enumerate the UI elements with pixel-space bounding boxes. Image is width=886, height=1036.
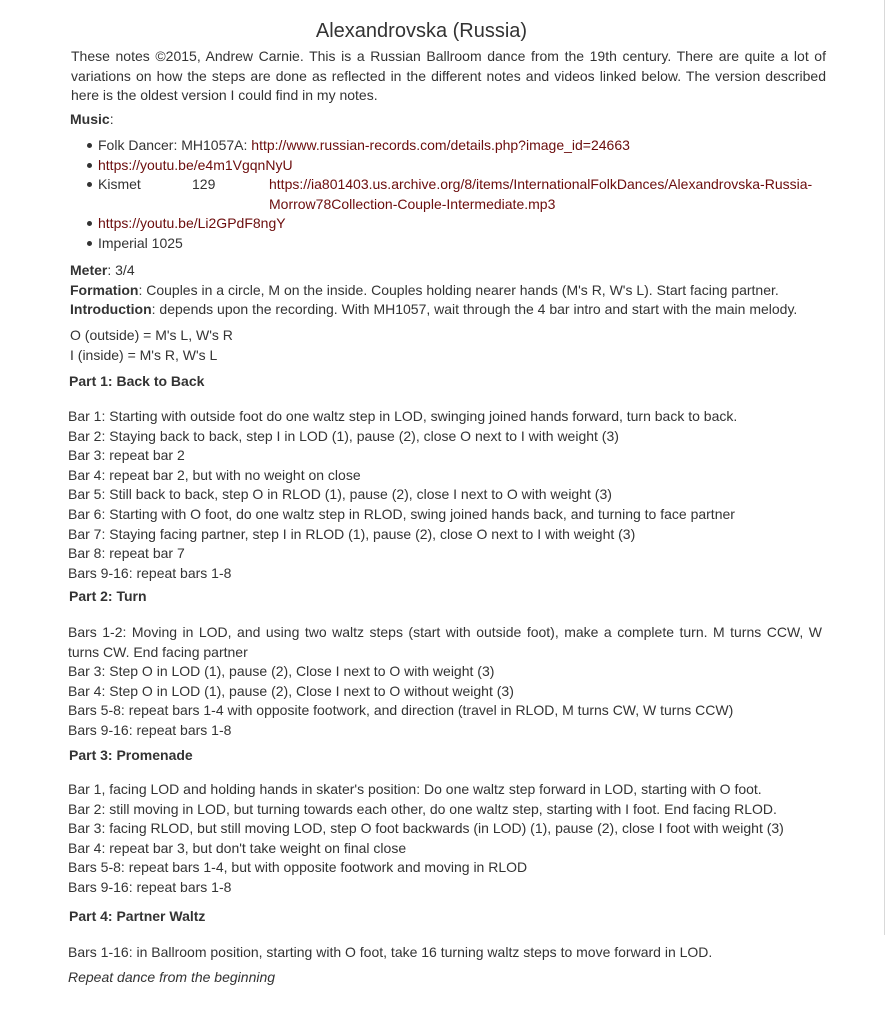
bar-line: Bar 2: Staying back to back, step I in LOD (1), pause (2), close O next to I with weight (3) [68, 427, 619, 444]
kismet-number: 129 [192, 176, 216, 193]
outside-definition: O (outside) = M's L, W's R [70, 327, 233, 343]
part1-bars [68, 407, 822, 583]
list-item [98, 156, 822, 176]
list-item [98, 136, 822, 156]
formation-text: : Couples in a circle, M on the inside. Couples holding nearer hands (M's R, W's L). Start facing partner. [138, 281, 779, 298]
part4-bars [68, 943, 822, 963]
foot-definitions [70, 326, 830, 365]
formation-line [70, 281, 830, 301]
archive-link[interactable]: https://ia801403.us.archive.org/8/items/InternationalFolkDances/Alexandrovska-Russia-Morrow78Collection-Couple-Intermediate.mp3 [269, 176, 813, 212]
list-item [98, 234, 822, 254]
imperial-text: Imperial 1025 [98, 234, 183, 251]
inside-definition: I (inside) = M's R, W's L [70, 346, 218, 363]
part2-heading: Part 2: Turn [69, 588, 147, 604]
bar-line: Bar 1: Starting with outside foot do one waltz step in LOD, swinging joined hands forward, turn back to back. [68, 408, 738, 424]
meter-text: : 3/4 [107, 262, 135, 278]
part4-heading: Part 4: Partner Waltz [69, 908, 206, 924]
page-border-rule [884, 0, 885, 935]
russian-records-link[interactable]: http://www.russian-records.com/details.php?image_id=24663 [251, 137, 630, 153]
formation-label: Formation [70, 281, 139, 298]
part2-bars [68, 623, 822, 741]
meter-line [70, 261, 830, 281]
meter-label: Meter [70, 262, 108, 278]
bar-line: Bars 9-16: repeat bars 1-8 [68, 564, 232, 581]
bar-line: Bar 5: Still back to back, step O in RLOD (1), pause (2), close I next to O with weight (3) [68, 486, 612, 503]
introduction-line [70, 300, 830, 320]
bar-line: Bars 1-16: in Ballroom position, starting with O foot, take 16 turning waltz steps to move forward in LOD. [68, 944, 713, 960]
bar-line: Bar 6: Starting with O foot, do one waltz step in RLOD, swing joined hands back, and turning to face partner [68, 505, 735, 522]
bar-line: Bar 4: repeat bar 3, but don't take weight on final close [68, 839, 407, 856]
list-item [98, 214, 822, 234]
bar-line: Bar 3: facing RLOD, but still moving LOD, step O foot backwards (in LOD) (1), pause (2), close I foot with weight (3) [68, 820, 784, 837]
bar-line: Bar 4: Step O in LOD (1), pause (2), Close I next to O without weight (3) [68, 682, 514, 699]
part3-heading: Part 3: Promenade [69, 747, 193, 763]
bar-line: Bars 5-8: repeat bars 1-4, but with opposite footwork and moving in RLOD [68, 859, 528, 876]
bar-line: Bar 3: repeat bar 2 [68, 447, 185, 464]
music-label: Music [70, 111, 110, 127]
music-list [98, 136, 822, 254]
bar-line: Bars 9-16: repeat bars 1-8 [68, 878, 232, 895]
bar-line: Bar 4: repeat bar 2, but with no weight on close [68, 466, 361, 483]
bar-line: Bar 8: repeat bar 7 [68, 545, 185, 562]
bar-line: Bar 3: Step O in LOD (1), pause (2), Close I next to O with weight (3) [68, 663, 495, 680]
introduction-text: : depends upon the recording. With MH1057, wait through the 4 bar intro and start with the main melody. [151, 301, 798, 318]
list-item [98, 175, 822, 214]
bar-line: Bar 1, facing LOD and holding hands in skater's position: Do one waltz step forward in LOD, starting with O foot. [68, 781, 762, 797]
dance-meta [70, 261, 830, 320]
bar-line: Bar 2: still moving in LOD, but turning towards each other, do one waltz step, starting with I foot. End facing RLOD. [68, 800, 777, 817]
music-section: Music: [70, 111, 114, 127]
repeat-note: Repeat dance from the beginning [68, 969, 276, 985]
introduction-label: Introduction [70, 301, 152, 318]
bar-line: Bar 7: Staying facing partner, step I in RLOD (1), pause (2), close O next to I with weight (3) [68, 525, 636, 542]
part1-heading: Part 1: Back to Back [69, 373, 205, 389]
bar-line: Bars 1-2: Moving in LOD, and using two waltz steps (start with outside foot), make a complete turn. M turns CCW, W turns CW. End facing partner [68, 624, 822, 660]
intro-paragraph: These notes ©2015, Andrew Carnie. This is a Russian Ballroom dance from the 19th century. There are quite a lot of variations on how the steps are done as reflected in the different notes and videos linked below. The version described here is the oldest version I could find in my notes. [71, 48, 826, 104]
youtube-link-1[interactable]: https://youtu.be/e4m1VgqnNyU [98, 156, 293, 173]
youtube-link-2[interactable]: https://youtu.be/Li2GPdF8ngY [98, 215, 286, 232]
bar-line: Bars 9-16: repeat bars 1-8 [68, 721, 232, 738]
page-title: Alexandrovska (Russia) [315, 20, 528, 42]
bar-line: Bars 5-8: repeat bars 1-4 with opposite footwork, and direction (travel in RLOD, M turns CW, W turns CCW) [68, 702, 734, 719]
part3-bars [68, 780, 822, 898]
kismet-label: Kismet [98, 176, 141, 193]
folk-dancer-text: Folk Dancer: MH1057A: [98, 137, 252, 153]
